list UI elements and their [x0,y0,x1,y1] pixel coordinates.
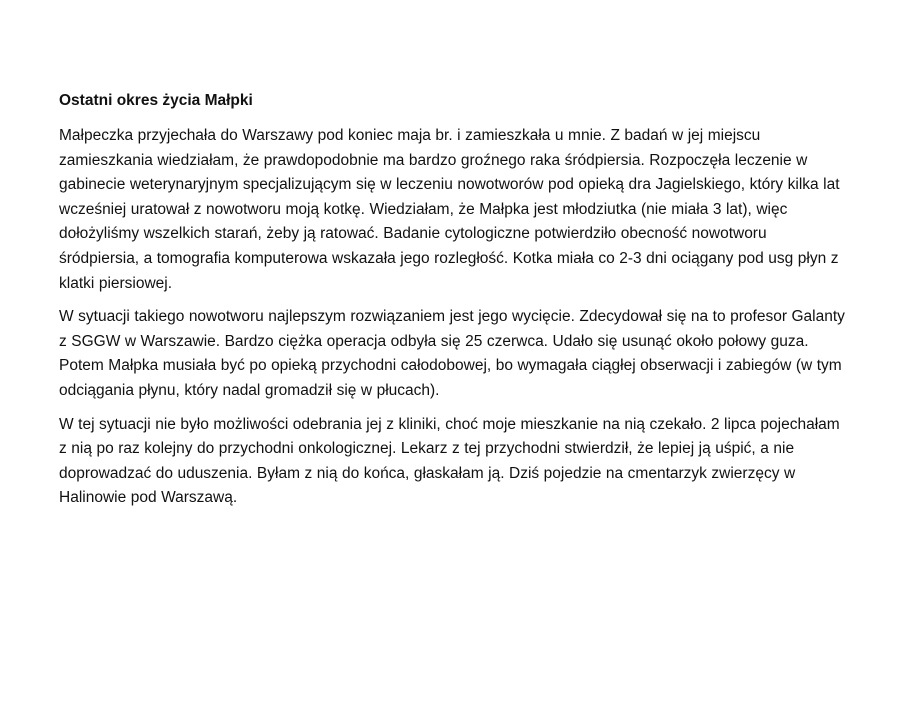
paragraph-1: Małpeczka przyjechała do Warszawy pod koniec maja br. i zamieszkała u mnie. Z badań w jej miejscu zamieszkania wiedziałam, że prawdopodobnie ma bardzo groźnego raka śródpiersia. Rozpoczęła leczenie w gabinecie weterynaryjnym specjalizującym się w leczeniu nowotworów pod opieką dra Jagielskiego, który kilka lat wcześniej uratował z nowotworu moją kotkę. Wiedziałam, że Małpka jest młodziutka (nie miała 3 lat), więc dołożyliśmy wszelkich starań, żeby ją ratować. Badanie cytologiczne potwierdziło obecność nowotworu śródpiersia, a tomografia komputerowa wskazała jego rozległość. Kotka miała co 2-3 dni ociągany pod usg płyn z klatki piersiowej. [59,127,840,292]
document-title: Ostatni okres życia Małpki [59,92,253,109]
paragraph-2: W sytuacji takiego nowotworu najlepszym rozwiązaniem jest jego wycięcie. Zdecydował się na to profesor Galanty z SGGW w Warszawie. Bardzo ciężka operacja odbyła się 25 czerwca. Udało się usunąć około połowy guza. Potem Małpka musiała być po opieką przychodni całodobowej, bo wymagała ciągłej obserwacji i zabiegów (w tym odciągania płynu, który nadal gromadził się w płucach). [59,308,845,399]
paragraph-3: W tej sytuacji nie było możliwości odebrania jej z kliniki, choć moje mieszkanie na nią czekało. 2 lipca pojechałam z nią po raz kolejny do przychodni onkologicznej. Lekarz z tej przychodni stwierdził, że lepiej ją uśpić, a nie doprowadzać do uduszenia. Byłam z nią do końca, głaskałam ją. Dziś pojedzie na cmentarzyk zwierzęcy w Halinowie pod Warszawą. [59,415,840,507]
document-page [59,89,849,520]
